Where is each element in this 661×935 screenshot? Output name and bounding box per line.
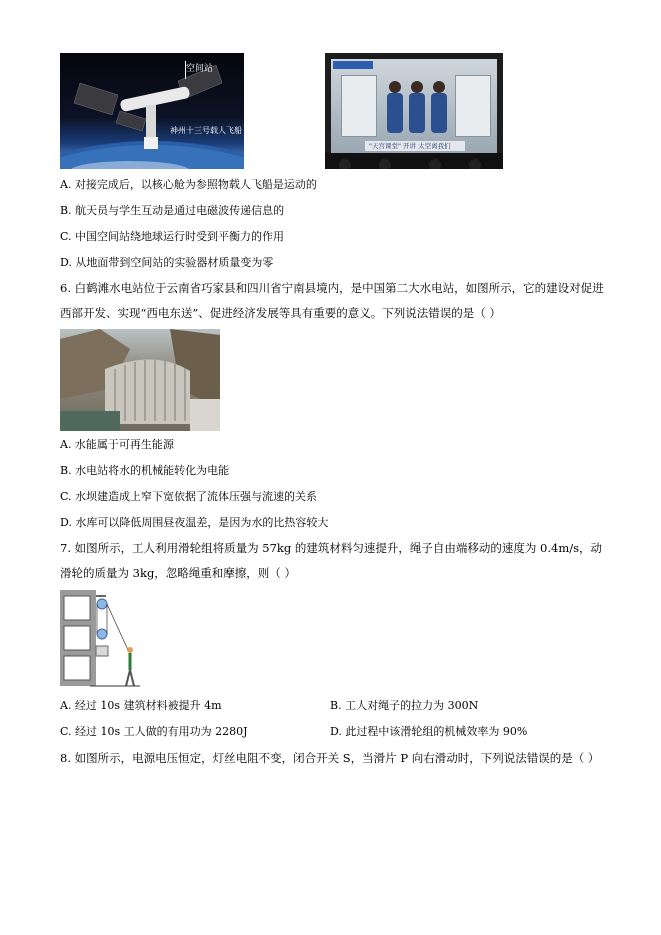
q7-option-c: C. 经过 10s 工人做的有用功为 2280J xyxy=(60,725,248,738)
q7-option-d: D. 此过程中该滑轮组的机械效率为 90% xyxy=(330,725,528,738)
hydropower-dam-image xyxy=(60,329,220,431)
q7-stem: 7. 如图所示，工人利用滑轮组将质量为 57kg 的建筑材料匀速提升，绳子自由端移动的速度为 0.4m/s，动滑轮的质量为 3kg，忽略绳重和摩擦，则（ ） xyxy=(60,541,603,580)
q5-option-d: D. 从地面带到空间站的实验器材质量变为零 xyxy=(60,256,274,269)
q6-option-c: C. 水坝建造成上窄下宽依据了流体压强与流速的关系 xyxy=(60,490,318,503)
q7-option-b: B. 工人对绳子的拉力为 300N xyxy=(330,699,479,712)
label-shenzhou-ship: 神州十三号载人飞船 xyxy=(170,126,242,135)
q6-option-a: A. 水能属于可再生能源 xyxy=(60,438,174,451)
q6-option-b: B. 水电站将水的机械能转化为电能 xyxy=(60,464,230,477)
q6-option-d: D. 水库可以降低周围昼夜温差，是因为水的比热容较大 xyxy=(60,516,329,529)
pulley-system-diagram xyxy=(60,590,140,690)
space-station-image xyxy=(60,53,244,169)
label-space-station: 空间站 xyxy=(186,64,214,74)
q7-option-a: A. 经过 10s 建筑材料被提升 4m xyxy=(60,699,222,712)
q8-stem: 8. 如图所示，电源电压恒定，灯丝电阻不变，闭合开关 S，当滑片 P 向右滑动时，下列说法错误的是（ ） xyxy=(60,751,600,765)
q5-option-b: B. 航天员与学生互动是通过电磁波传递信息的 xyxy=(60,204,285,217)
classroom-banner-text: "天宫课堂" 开讲 太空离我们 xyxy=(369,142,451,150)
q5-option-c: C. 中国空间站绕地球运行时受到平衡力的作用 xyxy=(60,230,285,243)
tiangong-classroom-image xyxy=(325,53,503,169)
q6-stem: 6. 白鹤滩水电站位于云南省巧家县和四川省宁南县境内，是中国第二大水电站，如图所示，它的建设对促进西部开发、实现“西电东送”、促进经济发展等具有重要的意义。下列说法错误的是（ ） xyxy=(60,281,604,320)
q5-option-a: A. 对接完成后，以核心舱为参照物载人飞船是运动的 xyxy=(60,178,317,191)
